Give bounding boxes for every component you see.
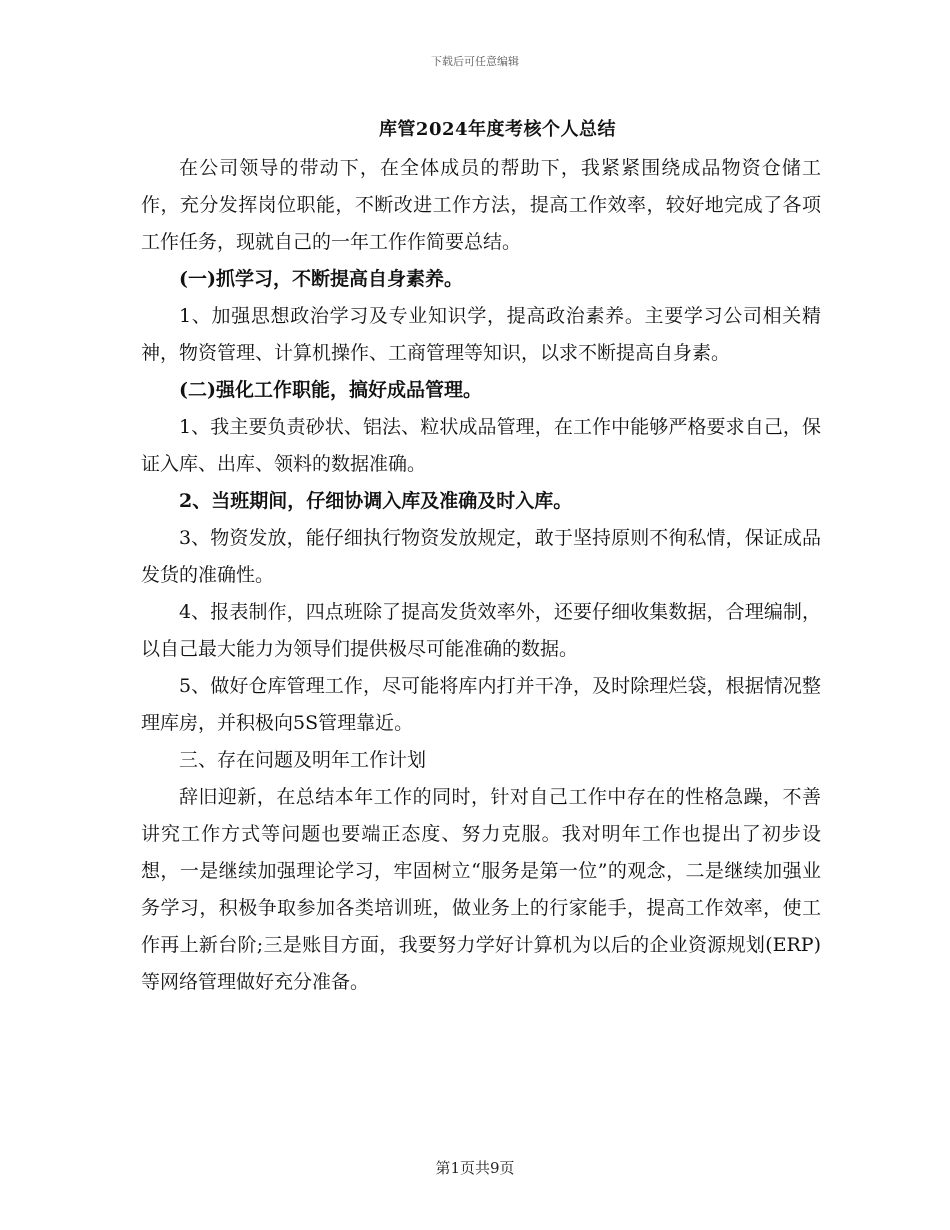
paragraph-plan: 辞旧迎新，在总结本年工作的同时，针对自己工作中存在的性格急躁，不善讲究工作方式等问题也要端正态度、努力克服。我对明年工作也提出了初步设想，一是继续加强理论学习，牢固树立“服务是第一位”的观念，二是继续加强业务学习，积极争取参加各类培训班，做业务上的行家能手，提高工作效率，使工作再上新台阶;三是账目方面，我要努力学好计算机为以后的企业资源规划(ERP)等网络管理做好充分准备。	[141, 786, 821, 993]
page-footer: 第1页共9页	[435, 1159, 515, 1177]
document-body	[141, 150, 821, 1001]
document-title: 库管2024年度考核个人总结	[378, 119, 617, 140]
section-heading-1: (一)抓学习，不断提高自身素养。	[179, 268, 463, 290]
paragraph-management: 1、我主要负责砂状、铝法、粒状成品管理，在工作中能够严格要求自己，保证入库、出库、领料的数据准确。	[141, 416, 821, 475]
header-note: 下载后可任意编辑	[431, 55, 519, 68]
paragraph-reports: 4、报表制作，四点班除了提高发货效率外，还要仔细收集数据，合理编制，以自己最大能力为领导们提供极尽可能准确的数据。	[141, 601, 821, 660]
paragraph-warehouse: 5、做好仓库管理工作，尽可能将库内打并干净，及时除理烂袋，根据情况整理库房，并积极向5S管理靠近。	[141, 675, 821, 734]
paragraph-study: 1、加强思想政治学习及专业知识学，提高政治素养。主要学习公司相关精神，物资管理、计算机操作、工商管理等知识，以求不断提高自身素。	[141, 305, 821, 364]
paragraph-distribution: 3、物资发放，能仔细执行物资发放规定，敢于坚持原则不徇私情，保证成品发货的准确性。	[141, 527, 821, 586]
section-heading-3: 三、存在问题及明年工作计划	[179, 749, 427, 771]
section-subheading-shift: 2、当班期间，仔细协调入库及准确及时入库。	[179, 490, 573, 512]
section-heading-2: (二)强化工作职能，搞好成品管理。	[179, 379, 482, 401]
paragraph-intro: 在公司领导的带动下，在全体成员的帮助下，我紧紧围绕成品物资仓储工作，充分发挥岗位职能，不断改进工作方法，提高工作效率，较好地完成了各项工作任务，现就自己的一年工作作简要总结。	[141, 157, 821, 253]
